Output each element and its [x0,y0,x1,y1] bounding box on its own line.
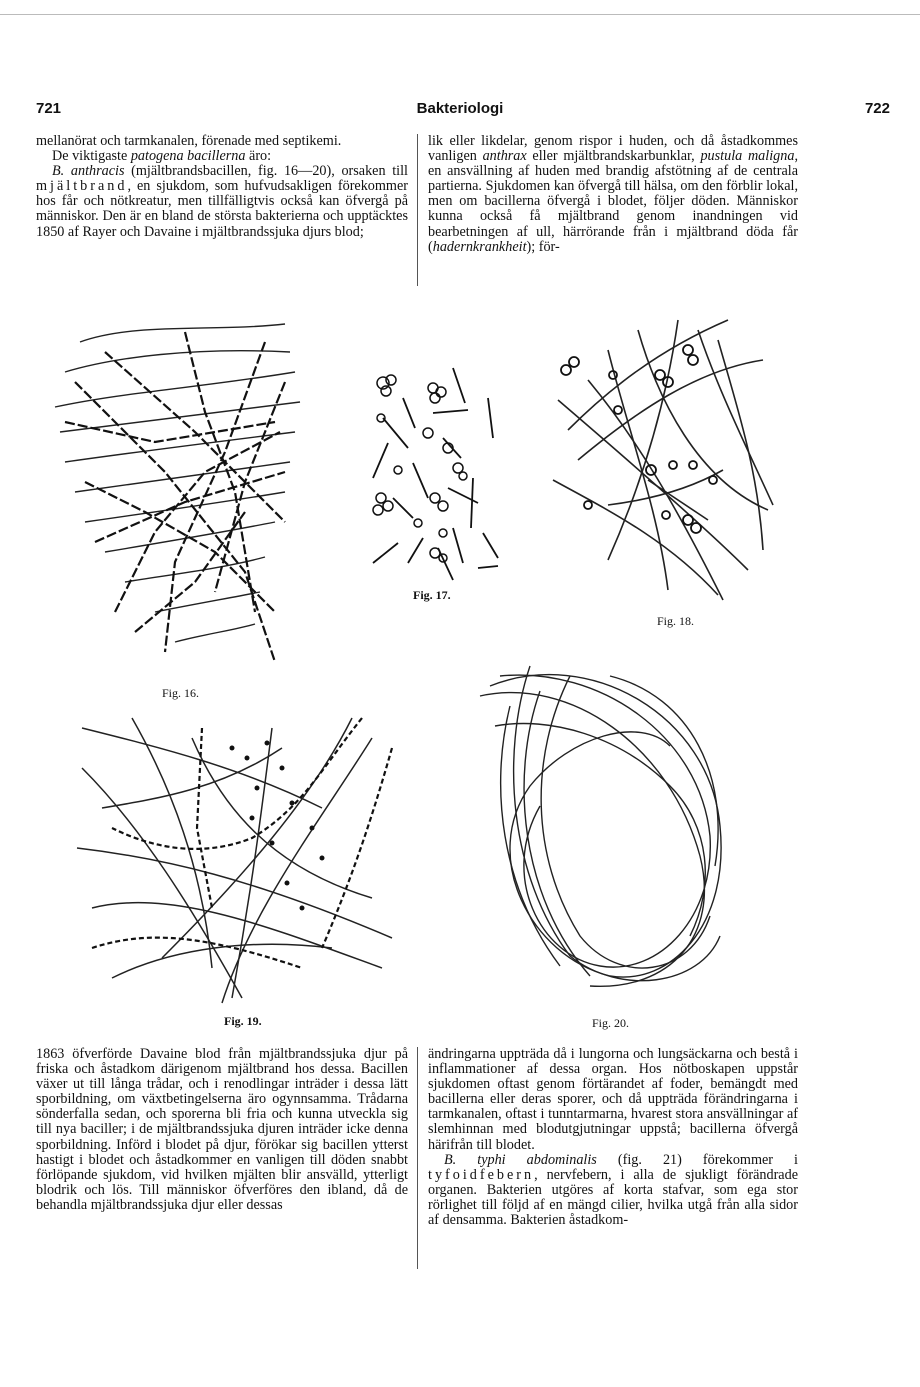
figure-16-caption: Fig. 16. [162,686,200,700]
figure-19-illustration [72,708,402,1008]
italic-species: B. anthracis [52,163,125,180]
text-run: ); för- [526,238,560,255]
column-divider-top [417,134,418,286]
paragraph-davaine: 1863 öfverförde Davaine blod från mjältbrandssjuka djur på friska och åstadkom därigenom mjältbrand hos dessa. Bacillen växer ut till långa trådar, och i renodlingar inträder i dessa lätt sporbildning, om växtbetingelserna äro ogynnsamma. Trådarna sönderfalla sedan, och sporerna bli fria och kunna utveckla sig till nya baciller; i de mjältbrandssjuka djuren inträder icke denna sporbildning. Införd i blodet på djur, förökar sig bacillen ytterst hastigt i blodet och åstadkommer en vanligen till döden snabbt förlöpande sjukdom, vid hvilken mjälten blir ansvälld, ytterligt blodrik och lös. Till människor öfverföres den ibland, då de behandla mjältbrandssjuka djur eller dessas [36,1046,408,1213]
page-number-right: 722 [864,100,890,117]
figure-16-illustration [45,312,305,672]
text-run: eller mjältbrandskarbunklar, [526,148,701,165]
text-run: , nervfebern, i alla de sjukligt förändrade organen. Bakterien utgöres af korta stafvar, som ega stor rörlighet till följd af en mängd cilier, hvilka utgå från alla sidor af densamma. Bakterien åstadkom- [428,1166,798,1229]
spaced-term: mjältbrand [36,178,128,195]
italic-species: B. typhi abdominalis [444,1151,597,1168]
figure-17-caption: Fig. 17. [413,588,451,602]
column-top-right [428,134,798,255]
text-run: De viktigaste [52,148,131,165]
italic-term: anthrax [482,148,527,165]
text-run: äro: [245,148,272,165]
paragraph-anthrax [428,134,798,255]
column-divider-bottom [417,1047,418,1269]
italic-term: hadernkrankheit [432,238,527,255]
paragraph-typhi [428,1153,798,1228]
paragraph-septikemi: mellanörat och tarmkanalen, förenade med septikemi. [36,133,342,149]
italic-term: pustula maligna [700,148,795,165]
text-run: lik eller likdelar, genom rispor i huden, och då åstadkommes vanligen [428,133,798,165]
text-run: (fig. 21) förekommer i [596,1151,798,1168]
figure-20-illustration [470,656,740,1006]
column-bottom-left [36,1047,408,1213]
figure-18-caption: Fig. 18. [657,614,695,628]
figure-20-caption: Fig. 20. [592,1016,630,1030]
column-top-left [36,134,408,240]
figure-17-illustration [353,358,513,588]
italic-term: patogena bacillerna [130,148,246,165]
paragraph-lungorna: ändringarna uppträda då i lungorna och lungsäckarna och bestå i inflammationer af dessa organ. Hos nötboskapen uppstår sjukdomen oftast genom förtärandet af foder, bemängdt med bacillerna eller deras sporer, och då uppträda förändringarna i tarmkanalen, oftast i tunntarmarna, hvarest stora ansvällningar af slemhinnan med blodutgjutningar uppstå; bacillerna öfvergå härifrån till blodet. [428,1046,798,1153]
text-run: , en sjukdom, som hufvudsakligen förekommer hos får och nötkreatur, men tillfälligtvis också kan öfvergå på människor. Den är en bland de största bakterierna och upptäcktes 1850 af Rayer och Davaine i mjältbrandssjuka djurs blod; [36,178,408,240]
spaced-term: tyfoidfebern [428,1166,535,1183]
paragraph-anthracis [36,164,408,239]
running-head-title: Bakteriologi [416,100,504,117]
figure-19-caption: Fig. 19. [224,1014,262,1028]
paragraph-patogena [36,149,408,164]
text-run: (mjältbrandsbacillen, fig. 16—20), orsaken till [124,163,409,180]
page-number-left: 721 [36,100,62,117]
page-top-border [0,14,920,15]
figure-18-illustration [548,310,778,610]
text-run: , en ansvällning af huden med brandig afstötning af de centrala partierna. Sjukdomen kan öfvergå till hälsa, om den förblir lokal, men om bacillerna öfvergå i blodet, följer döden. Människor kunna också få mjältbrand genom inandningen vid bearbetningen af ull, härrörande från i mjältbrand döda får ( [428,148,798,255]
column-bottom-right [428,1047,798,1228]
